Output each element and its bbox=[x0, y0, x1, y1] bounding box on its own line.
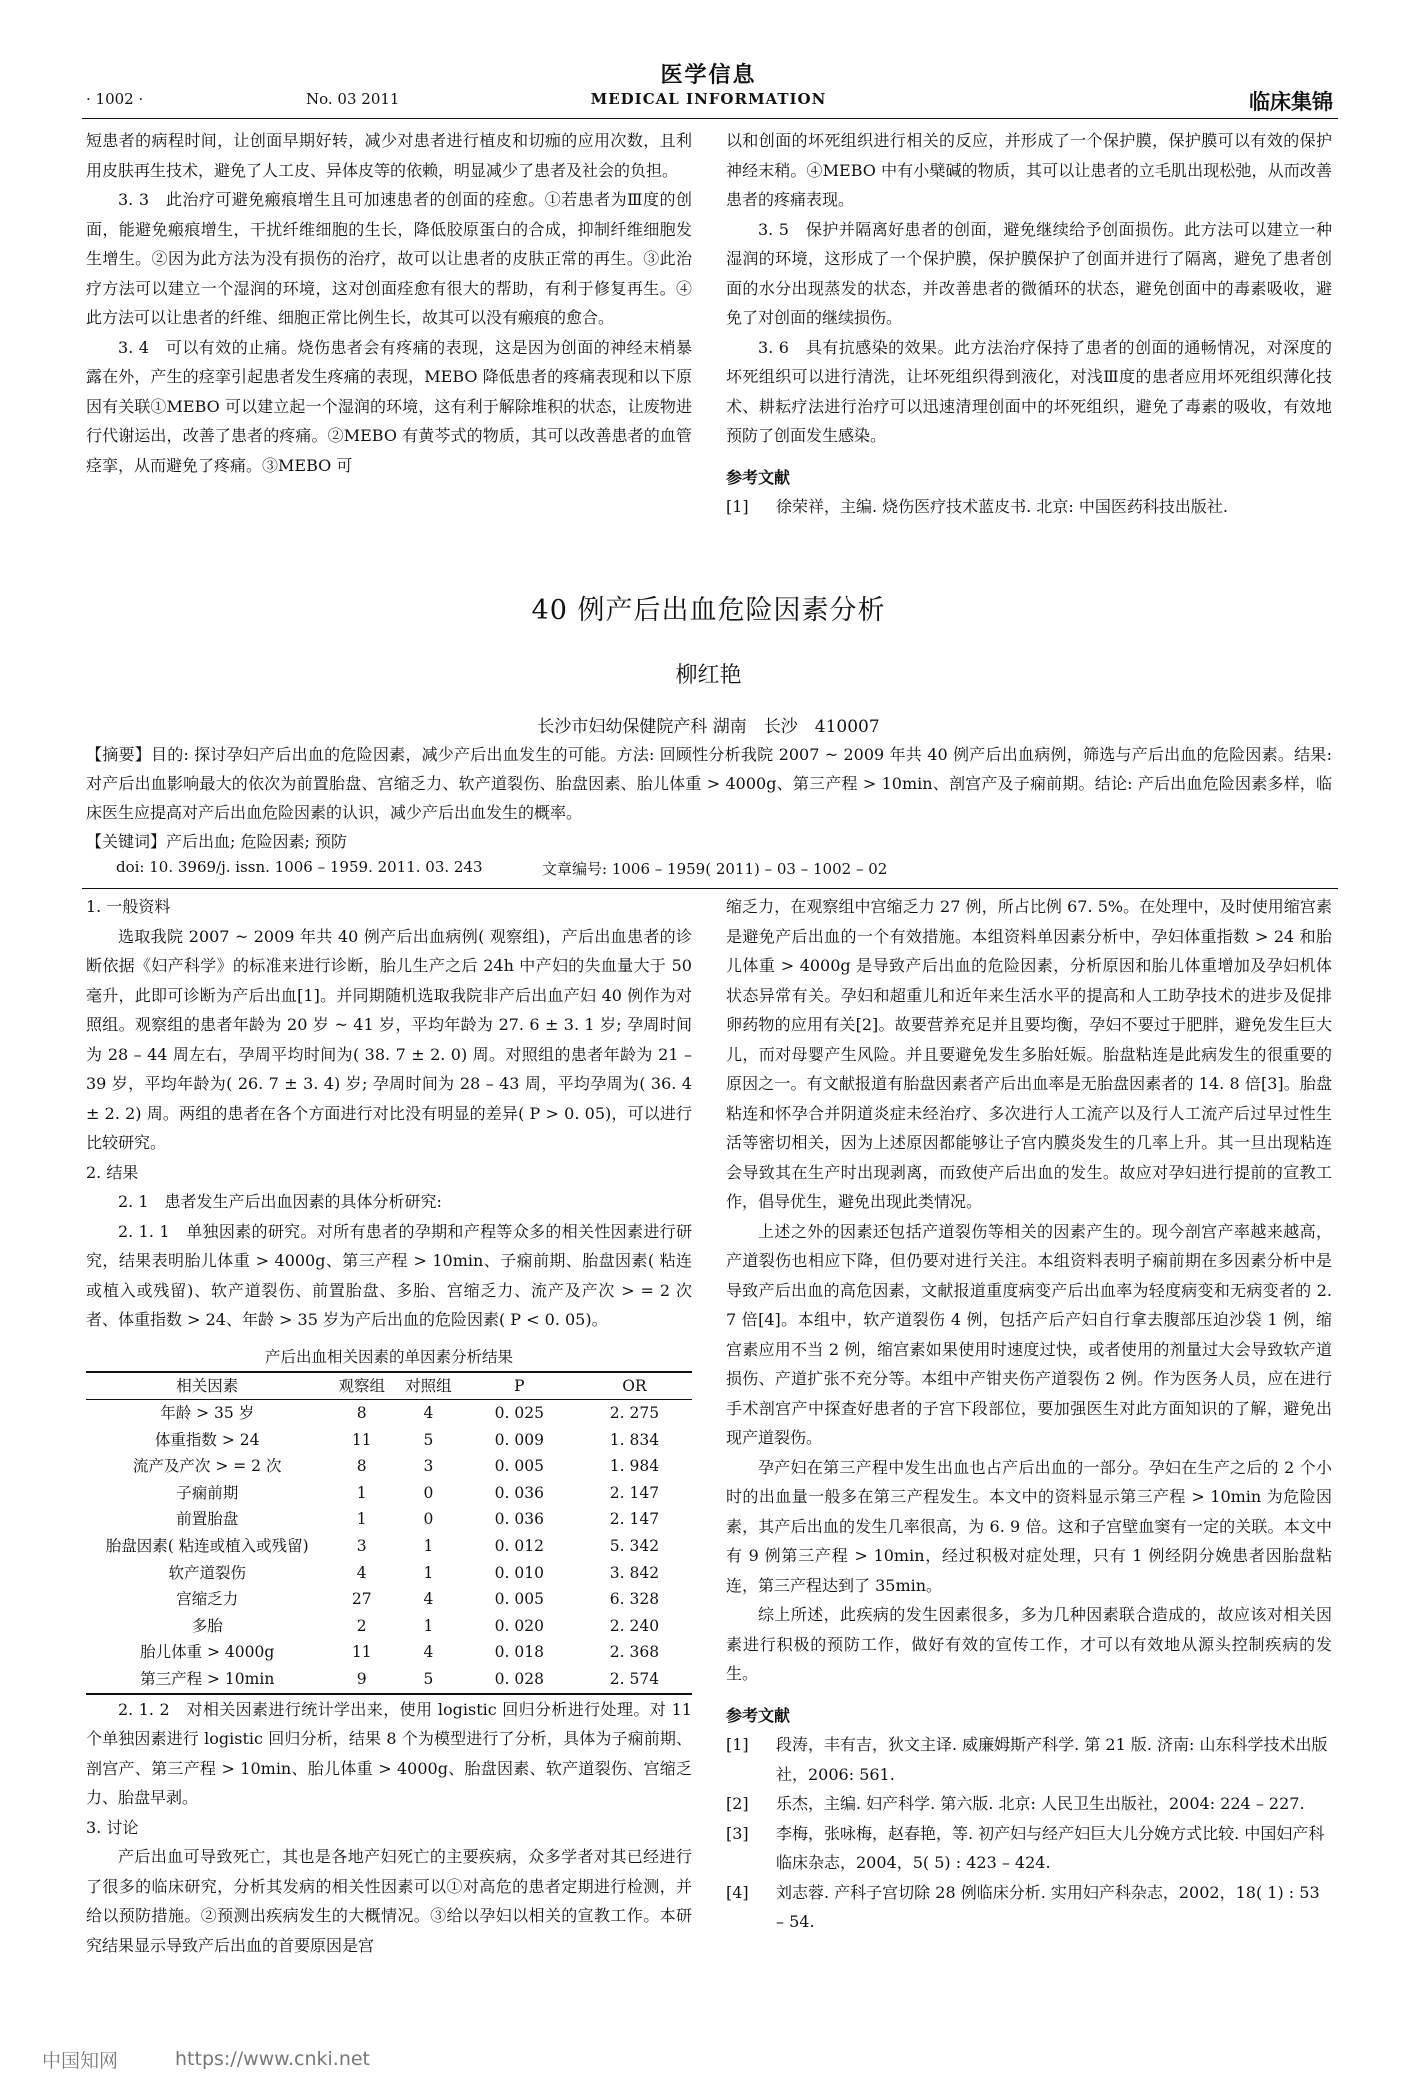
body-left-column bbox=[86, 892, 692, 1960]
table-row bbox=[86, 1613, 692, 1640]
paragraph: 上述之外的因素还包括产道裂伤等相关的因素产生的。现今剖宫产率越来越高，产道裂伤也相应下降，但仍要对进行关注。本组资料表明子痫前期在多因素分析中是导致产后出血的高危因素，文献报道重度病变产后出血率为轻度病变和无病变者的 2. 7 倍[4]。本组中，软产道裂伤 4 例，包括产后产妇自行拿去腹部压迫沙袋 1 例，缩宫素应用不当 2 例，缩宫素如果使用时速度过快，或者使用的剂量过大会导致软产道损伤、产道扩张不充分等。本组中产钳夹伤产道裂伤 2 例。作为医务人员，应在进行手术剖宫产中探查好患者的子宫下段部位，要加强医生对此方面知识的了解，避免出现产道裂伤。 bbox=[726, 1221, 1332, 1447]
table-cell: 1. 834 bbox=[609, 1430, 660, 1449]
paragraph: 2. 1. 1 单独因素的研究。对所有患者的孕期和产程等众多的相关性因素进行研究，结果表明胎儿体重 > 4000g、第三产程 > 10min、子痫前期、胎盘因素( 粘连或植入或残留)、软产道裂伤、前置胎盘、多胎、宫缩乏力、流产及产次 > = 2 次者、体重指数 > 24、年龄 > 35 岁为产后出血的危险因素( P < 0. 05)。 bbox=[86, 1221, 692, 1329]
table-cell: 0. 010 bbox=[494, 1563, 544, 1582]
paragraph: 综上所述，此疾病的发生因素很多，多为几种因素联合造成的，故应该对相关因素进行积极的预防工作，做好有效的宣传工作，才可以有效地从源头控制疾病的发生。 bbox=[726, 1605, 1332, 1683]
table-cell: 4 bbox=[356, 1563, 367, 1582]
abstract-rule bbox=[82, 888, 1338, 889]
article-number: 文章编号: 1006 – 1959( 2011) – 03 – 1002 – 02 bbox=[542, 860, 888, 878]
table-cell: 多胎 bbox=[191, 1616, 223, 1635]
table-cell: 子痫前期 bbox=[176, 1483, 239, 1502]
paragraph: 选取我院 2007 ~ 2009 年共 40 例产后出血病例( 观察组)，产后出血患者的诊断依据《妇产科学》的标准来进行诊断，胎儿生产之后 24h 中产妇的失血量大于 50 毫升，此即可诊断为产后出血[1]。并同期随机选取我院非产后出血产妇 40 例作为对照组。观察组的患者年龄为 20 岁 ~ 41 岁，平均年龄为 27. 6 ± 3. 1 岁; 孕周时间为 28 – 44 周左右，孕周平均时间为( 38. 7 ± 2. 0) 周。对照组的患者年龄为 21 – 39 岁，平均年龄为( 26. 7 ± 3. 4) 岁; 孕周时间为 28 – 43 周，平均孕周为( 36. 4 ± 2. 2) 周。两组的患者在各个方面进行对比没有明显的差异( P > 0. 05)，可以进行比较研究。 bbox=[86, 926, 692, 1152]
paragraph: 3. 4 可以有效的止痛。烧伤患者会有疼痛的表现，这是因为创面的神经末梢暴露在外，产生的痉挛引起患者发生疼痛的表现，MEBO 降低患者的疼痛表现和以下原因有关联①MEBO 可以建立起一个湿润的环境，这有利于解除堆积的状态，让废物进行代谢运出，改善了患者的疼痛。②MEBO 有黄芩式的物质，其可以改善患者的血管痉挛，从而避免了疼痛。③MEBO 可 bbox=[86, 337, 692, 475]
table-cell: 0. 028 bbox=[462, 1666, 577, 1694]
table-cell: 4 bbox=[423, 1404, 434, 1423]
table-cell: 2. 240 bbox=[609, 1616, 660, 1635]
reference-number: [1] bbox=[726, 497, 749, 516]
table-cell: 宫缩乏力 bbox=[176, 1590, 239, 1609]
table-header-cell: 观察组 bbox=[328, 1372, 395, 1400]
table-cell: 1 bbox=[423, 1616, 434, 1635]
table-cell: 9 bbox=[328, 1666, 395, 1694]
keywords: 【关键词】产后出血; 危险因素; 预防 bbox=[86, 832, 347, 851]
paragraph: 3. 6 具有抗感染的效果。此方法治疗保持了患者的创面的通畅情况，对深度的坏死组织可以进行清洗，让坏死组织得到液化，对浅Ⅲ度的患者应用坏死组织薄化技术、耕耘疗法进行治疗可以迅速清理创面中的坏死组织，避免了毒素的吸收，有效地预防了创面发生感染。 bbox=[726, 337, 1332, 445]
table-cell: 0 bbox=[423, 1510, 434, 1529]
article-title: 40 例产后出血危险因素分析 bbox=[531, 595, 886, 626]
table-header-row bbox=[86, 1372, 692, 1400]
table-row bbox=[86, 1506, 692, 1533]
cnki-url: https://www.cnki.net bbox=[175, 2048, 371, 2070]
table-row bbox=[86, 1560, 692, 1587]
table-cell: 1 bbox=[423, 1537, 434, 1556]
cnki-logo: 中国知网 bbox=[42, 2050, 119, 2072]
reference-item bbox=[726, 1878, 1332, 1937]
table-cell: 2. 574 bbox=[577, 1666, 692, 1694]
table-cell: 0. 018 bbox=[494, 1643, 544, 1662]
table-cell: 0. 036 bbox=[494, 1483, 544, 1502]
table-cell: 第三产程 > 10min bbox=[86, 1666, 328, 1694]
abstract-block bbox=[86, 740, 1332, 856]
table-cell: 27 bbox=[351, 1590, 372, 1609]
section-heading: 1. 一般资料 bbox=[86, 897, 171, 916]
article-author: 柳红艳 bbox=[675, 663, 742, 688]
table-cell: 0. 005 bbox=[494, 1457, 544, 1476]
table-row bbox=[86, 1400, 692, 1427]
table-cell: 软产道裂伤 bbox=[168, 1563, 246, 1582]
table-row bbox=[86, 1453, 692, 1480]
prev-article-left-column bbox=[86, 126, 692, 480]
abstract: 【摘要】目的: 探讨孕妇产后出血的危险因素，减少产后出血发生的可能。方法: 回顾性分析我院 2007 ~ 2009 年共 40 例产后出血病例，筛选与产后出血的危险因素。结果: 对产后出血影响最大的依次为前置胎盘、宫缩乏力、软产道裂伤、胎盘因素、胎儿体重 > 4000g、第三产程 > 10min、剖宫产及子痫前期。结论: 产后出血危险因素多样，临床医生应提高对产后出血危险因素的认识，减少产后出血发生的概率。 bbox=[86, 745, 1332, 822]
paragraph: 3. 3 此治疗可避免瘢痕增生且可加速患者的创面的痊愈。①若患者为Ⅲ度的创面，能避免瘢痕增生，干扰纤维细胞的生长，降低胶原蛋白的合成，抑制纤维细胞发生增生。②因为此方法为没有损伤的治疗，故可以让患者的皮肤正常的再生。③此治疗方法可以建立一个湿润的环境，这对创面痊愈有很大的帮助，有利于修复再生。④此方法可以让患者的纤维、细胞正常比例生长，故其可以没有瘢痕的愈合。 bbox=[86, 190, 692, 327]
table-cell: 1 bbox=[356, 1483, 367, 1502]
table-cell: 流产及产次 > = 2 次 bbox=[132, 1457, 282, 1476]
reference-item bbox=[726, 1730, 1332, 1789]
table-cell: 胎盘因素( 粘连或植入或残留) bbox=[105, 1537, 309, 1556]
table-cell: 0. 036 bbox=[494, 1510, 544, 1529]
table-cell: 胎儿体重 > 4000g bbox=[140, 1643, 275, 1662]
prev-article-right-column bbox=[726, 126, 1332, 522]
table-row bbox=[86, 1427, 692, 1454]
section-name: 临床集锦 bbox=[1249, 89, 1333, 114]
table-cell: 2 bbox=[356, 1616, 367, 1635]
table-cell: 前置胎盘 bbox=[176, 1510, 239, 1529]
section-heading: 2. 结果 bbox=[86, 1162, 139, 1182]
table-cell: 0. 020 bbox=[494, 1616, 544, 1635]
table-row bbox=[86, 1480, 692, 1507]
reference-text: 乐杰，主编. 妇产科学. 第六版. 北京: 人民卫生出版社，2004: 224 – 227. bbox=[776, 1794, 1305, 1813]
journal-name: 医学信息 bbox=[660, 62, 757, 88]
table-header-cell: 相关因素 bbox=[86, 1372, 328, 1400]
table-body bbox=[86, 1400, 692, 1694]
table-cell: 8 bbox=[356, 1404, 367, 1423]
table-cell: 4 bbox=[423, 1590, 434, 1609]
table-cell: 1 bbox=[423, 1563, 434, 1582]
table-cell: 2. 147 bbox=[609, 1510, 660, 1529]
table-title: 产后出血相关因素的单因素分析结果 bbox=[264, 1347, 513, 1366]
table-cell: 0. 009 bbox=[494, 1430, 544, 1449]
table-cell: 11 bbox=[351, 1430, 372, 1449]
table-cell: 1 bbox=[356, 1510, 367, 1529]
table-cell: 2. 275 bbox=[609, 1404, 660, 1423]
table-cell: 3. 842 bbox=[609, 1563, 660, 1582]
table-cell: 6. 328 bbox=[609, 1590, 660, 1609]
table-cell: 2. 147 bbox=[609, 1483, 660, 1502]
table-row bbox=[86, 1533, 692, 1560]
table-header-cell: OR bbox=[577, 1372, 692, 1400]
reference-number: [1] bbox=[726, 1735, 749, 1754]
paragraph: 以和创面的坏死组织进行相关的反应，并形成了一个保护膜，保护膜可以有效的保护神经末稍。④MEBO 中有小檗碱的物质，其可以让患者的立毛肌出现松弛，从而改善患者的疼痛表现。 bbox=[726, 131, 1332, 209]
table-cell: 4 bbox=[423, 1643, 434, 1662]
body-right-column bbox=[726, 892, 1332, 1937]
paragraph: 2. 1. 2 对相关因素进行统计学出来，使用 logistic 回归分析进行处理。对 11 个单独因素进行 logistic 回归分析，结果 8 个为模型进行了分析，具体为子痫前期、剖宫产、第三产程 > 10min、胎儿体重 > 4000g、胎盘因素、软产道裂伤、宫缩乏力、胎盘早剥。 bbox=[86, 1699, 692, 1808]
table-cell: 3 bbox=[423, 1457, 434, 1476]
table-cell: 3 bbox=[356, 1537, 367, 1556]
table-cell: 0. 005 bbox=[494, 1590, 544, 1609]
reference-text: 刘志蓉. 产科子宫切除 28 例临床分析. 实用妇产科杂志，2002，18( 1) : 53 – 54. bbox=[776, 1882, 1320, 1931]
reference-number: [2] bbox=[726, 1794, 749, 1813]
reference-item bbox=[726, 1819, 1332, 1878]
risk-factor-table bbox=[86, 1371, 692, 1695]
table-cell: 5. 342 bbox=[609, 1537, 660, 1556]
paragraph: 缩乏力，在观察组中宫缩乏力 27 例，所占比例 67. 5%。在处理中，及时使用缩宫素是避免产后出血的一个有效措施。本组资料单因素分析中，孕妇体重指数 > 24 和胎儿体重 > 4000g 是导致产后出血的危险因素，分析原因和胎儿体重增加及孕妇机体状态异常有关。孕妇和超重儿和近年来生活水平的提高和人工助孕技术的进步及促排卵药物的应用有关[2]。故要营养充足并且要均衡，孕妇不要过于肥胖，避免发生巨大儿，而对母婴产生风险。并且要避免发生多胎妊娠。胎盘粘连是此病发生的很重要的原因之一。有文献报道有胎盘因素者产后出血率是无胎盘因素者的 14. 8 倍[3]。胎盘粘连和怀孕合并阴道炎症未经治疗、多次进行人工流产以及行人工流产后过早过性生活等密切相关，因为上述原因都能够让子宫内膜炎发生的几率上升。其一旦出现粘连会导致其在生产时出现剥离，而致使产后出血的发生。故应对孕妇进行提前的宣教工作，倡导优生，避免出现此类情况。 bbox=[726, 897, 1332, 1211]
reference-item bbox=[726, 492, 1332, 522]
references-heading: 参考文献 bbox=[726, 467, 791, 487]
table-row bbox=[86, 1666, 692, 1694]
table-cell: 0. 025 bbox=[494, 1404, 544, 1423]
table-cell: 体重指数 > 24 bbox=[154, 1430, 260, 1449]
doi: doi: 10. 3969/j. issn. 1006 – 1959. 2011. 03. 243 bbox=[116, 858, 483, 876]
table-cell: 5 bbox=[423, 1430, 434, 1449]
table-cell: 11 bbox=[351, 1643, 372, 1662]
table-row bbox=[86, 1586, 692, 1613]
reference-text: 段涛，丰有吉，狄文主译. 威廉姆斯产科学. 第 21 版. 济南: 山东科学技术出版社，2006: 561. bbox=[776, 1735, 1328, 1784]
table-header-cell: P bbox=[462, 1372, 577, 1400]
page-number: · 1002 · bbox=[86, 90, 144, 108]
reference-number: [4] bbox=[726, 1882, 749, 1902]
article-affiliation: 长沙市妇幼保健院产科 湖南 长沙 410007 bbox=[537, 717, 880, 737]
paragraph: 孕产妇在第三产程中发生出血也占产后出血的一部分。孕妇在生产之后的 2 个小时的出血量一般多在第三产程发生。本文中的资料显示第三产程 > 10min 为危险因素，其产后出血的发生几率很高，为 6. 9 倍。这和子宫壁血窦有一定的关联。本文中有 9 例第三产程 > 10min，经过积极对症处理，只有 1 例经阴分娩患者因胎盘粘连，第三产程达到了 35min。 bbox=[726, 1457, 1332, 1595]
references-heading: 参考文献 bbox=[726, 1705, 791, 1725]
paragraph: 3. 5 保护并隔离好患者的创面，避免继续给予创面损伤。此方法可以建立一种湿润的环境，这形成了一个保护膜，保护膜保护了创面并进行了隔离，避免了患者创面的水分出现蒸发的状态，并改善患者的微循环的状态，避免创面中的毒素吸收，避免了对创面的继续损伤。 bbox=[726, 219, 1332, 327]
reference-text: 徐荣祥，主编. 烧伤医疗技术蓝皮书. 北京: 中国医药科技出版社. bbox=[776, 497, 1228, 516]
table-cell: 5 bbox=[395, 1666, 462, 1694]
header-rule bbox=[82, 118, 1338, 119]
paragraph: 产后出血可导致死亡，其也是各地产妇死亡的主要疾病，众多学者对其已经进行了很多的临床研究，分析其发病的相关性因素可以①对高危的患者定期进行检测，并给以预防措施。②预测出疾病发生的大概情况。③给以孕妇以相关的宣教工作。本研究结果显示导致产后出血的首要原因是宫 bbox=[86, 1847, 692, 1955]
reference-item bbox=[726, 1789, 1332, 1819]
issue-number: No. 03 2011 bbox=[306, 90, 400, 108]
table-row bbox=[86, 1639, 692, 1666]
paragraph: 短患者的病程时间，让创面早期好转，减少对患者进行植皮和切痂的应用次数，且利用皮肤再生技术，避免了人工皮、异体皮等的依赖，明显减少了患者及社会的负担。 bbox=[86, 131, 692, 180]
reference-text: 李梅，张咏梅，赵春艳，等. 初产妇与经产妇巨大儿分娩方式比较. 中国妇产科临床杂志，2004，5( 5) : 423 – 424. bbox=[776, 1823, 1325, 1872]
journal-name-en: MEDICAL INFORMATION bbox=[590, 90, 827, 108]
table-cell: 0. 012 bbox=[494, 1537, 544, 1556]
table-header-cell: 对照组 bbox=[395, 1372, 462, 1400]
table-cell: 2. 368 bbox=[609, 1643, 660, 1662]
subsection-heading: 2. 1 患者发生产后出血因素的具体分析研究: bbox=[118, 1192, 442, 1211]
section-heading: 3. 讨论 bbox=[86, 1817, 139, 1837]
reference-number: [3] bbox=[726, 1823, 749, 1843]
table-cell: 年龄 > 35 岁 bbox=[160, 1404, 255, 1423]
table-cell: 1. 984 bbox=[609, 1457, 660, 1476]
table-cell: 0 bbox=[423, 1483, 434, 1502]
table-cell: 8 bbox=[356, 1457, 367, 1476]
